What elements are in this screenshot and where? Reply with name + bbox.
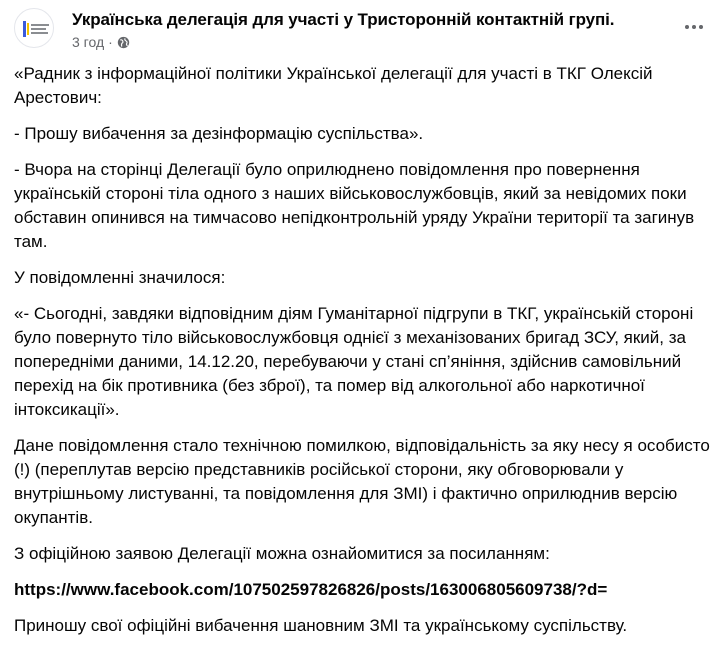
post-meta xyxy=(72,34,130,50)
delegation-post-link[interactable]: https://www.facebook.com/107502597826826/posts/163006805609738/?d= xyxy=(14,580,608,599)
post-paragraph: «Радник з інформаційної політики Української делегації для участі в ТКГ Олексій Арестович: xyxy=(14,64,653,107)
post-paragraph: Дане повідомлення стало технічною помилкою, відповідальність за яку несу я особисто (!) (переплутав версію представників російської сторони, яку обговорювали у внутрішньому листуванні, та повідомлення для ЗМІ) і фактично оприлюднив версію окупантів. xyxy=(14,436,710,527)
page-name-link[interactable]: Українська делегація для участі у Тристоронній контактній групі. xyxy=(72,10,615,29)
closing-paragraph: Приношу свої офіційні вибачення шановним ЗМІ та українському суспільству. xyxy=(14,616,628,635)
delegation-logo-icon xyxy=(15,9,54,48)
link-paragraph xyxy=(14,578,714,602)
post-paragraph: - Вчора на сторінці Делегації було оприлюднено повідомлення про повернення українській стороні тіла одного з наших військовослужбовців, який за невідомих поки обставин опинився на тимчасово непідконтрольній уряду України території та загинув там. xyxy=(14,160,695,251)
post-timestamp[interactable]: 3 год xyxy=(72,34,105,50)
post-paragraph: «- Сьогодні, завдяки відповідним діям Гуманітарної підгрупи в ТКГ, українській стороні було повернуто тіло військовослужбовця однієї з механізованих бригад ЗСУ, який, за попередніми даними, 14.12.20, перебуваючи у стані сп’яніння, здійснив самовільний перехід на бік противника (без зброї), та помер від алкогольної або наркотичної інтоксикації». xyxy=(14,304,694,419)
globe-icon xyxy=(117,36,130,49)
meta-separator: · xyxy=(108,34,113,50)
post-paragraph: - Прошу вибачення за дезінформацію суспільства». xyxy=(14,124,424,143)
page-avatar[interactable] xyxy=(14,8,54,48)
post-paragraph: З офіційною заявою Делегації можна ознайомитися за посиланням: xyxy=(14,544,550,563)
more-options-icon-dot xyxy=(685,25,689,29)
post-header xyxy=(14,6,708,56)
post-paragraph: У повідомленні значилося: xyxy=(14,268,226,287)
more-options-button[interactable] xyxy=(680,16,708,38)
more-options-icon-dot xyxy=(692,25,696,29)
more-options-icon-dot xyxy=(699,25,703,29)
post-text xyxy=(14,62,714,650)
